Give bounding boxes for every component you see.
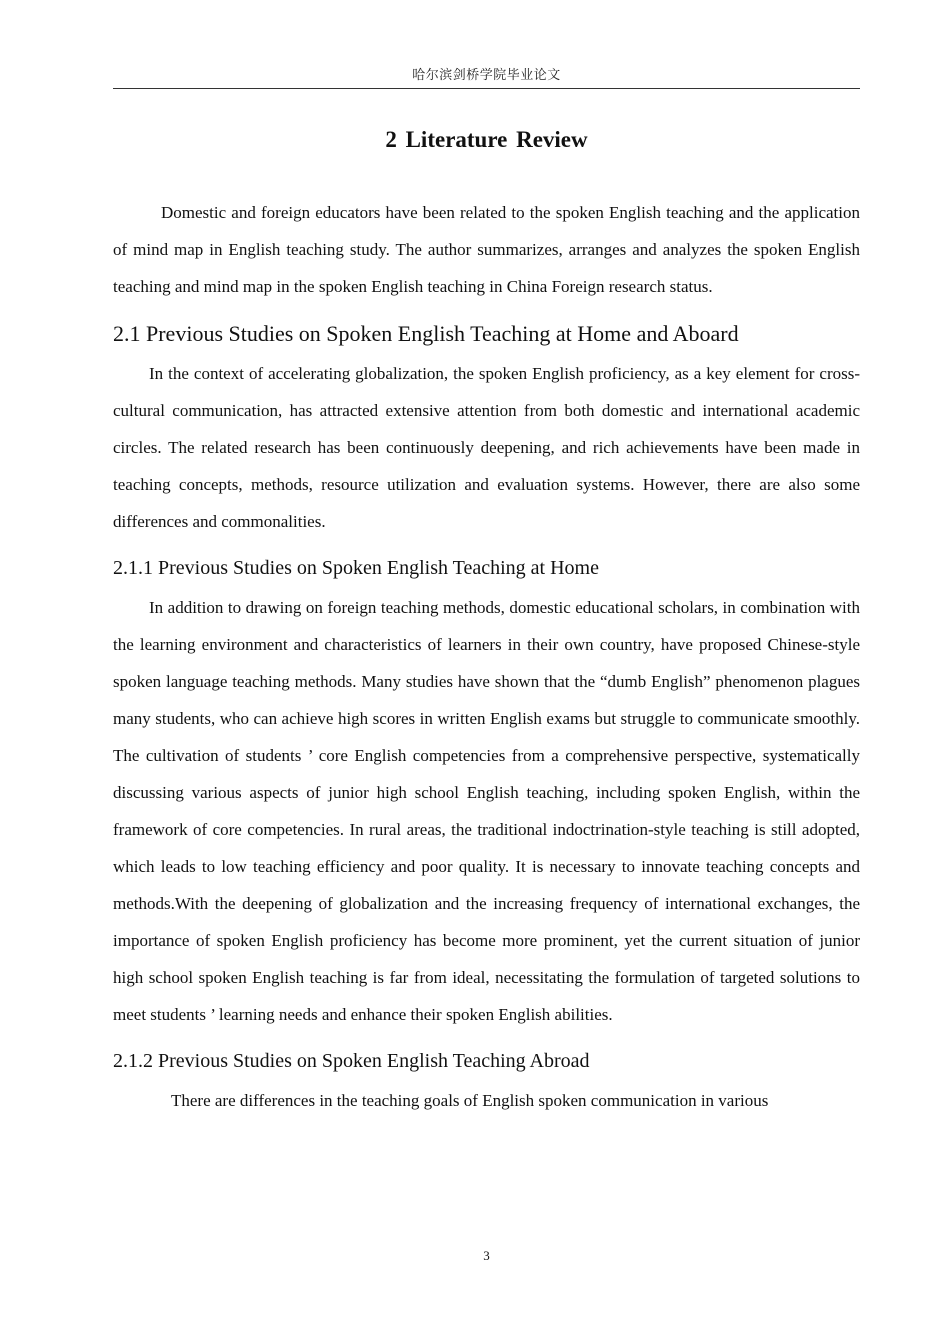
section-2-1-1-paragraph: In addition to drawing on foreign teaching methods, domestic educational scholars, in combination with the learning environment and characteristics of learners in their own country, have proposed Chinese-style spoken language teaching methods. Many studies have shown that the “dumb English” phenomenon plagues many students, who can achieve high scores in written English exams but struggle to communicate smoothly. The cultivation of students ’ core English competencies from a comprehensive perspective, systematically discussing various aspects of junior high school English teaching, including spoken English, within the framework of core competencies. In rural areas, the traditional indoctrination-style teaching is still adopted, which leads to low teaching efficiency and poor quality. It is necessary to innovate teaching concepts and methods.With the deepening of globalization and the increasing frequency of international exchanges, the importance of spoken English proficiency has become more prominent, yet the current situation of junior high school spoken English teaching is far from ideal, necessitating the formulation of targeted solutions to meet students ’ learning needs and enhance their spoken English abilities. [113,598,860,1024]
section-heading-2-1-1: 2.1.1 Previous Studies on Spoken English Teaching at Home [113,557,599,579]
intro-paragraph: Domestic and foreign educators have been related to the spoken English teaching and the application of mind map in English teaching study. The author summarizes, arranges and analyzes the spoken English teaching and mind map in the spoken English teaching in China Foreign research status. [113,203,860,296]
section-2-1-paragraph: In the context of accelerating globalization, the spoken English proficiency, as a key element for cross-cultural communication, has attracted extensive attention from both domestic and international academic circles. The related research has been continuously deepening, and rich achievements have been made in teaching concepts, methods, resource utilization and evaluation systems. However, there are also some differences and commonalities. [113,364,860,531]
header-rule [113,88,860,89]
section-2-1-2-paragraph: There are differences in the teaching goals of English spoken communication in various [171,1091,769,1110]
chapter-title: 2 Literature Review [385,127,588,152]
section-heading-2-1-2: 2.1.2 Previous Studies on Spoken English Teaching Abroad [113,1050,590,1072]
page-content [113,120,860,1119]
running-header: 哈尔滨剑桥学院毕业论文 [412,68,561,83]
page-number: 3 [483,1248,490,1263]
section-heading-2-1: 2.1 Previous Studies on Spoken English Teaching at Home and Aboard [113,321,739,346]
